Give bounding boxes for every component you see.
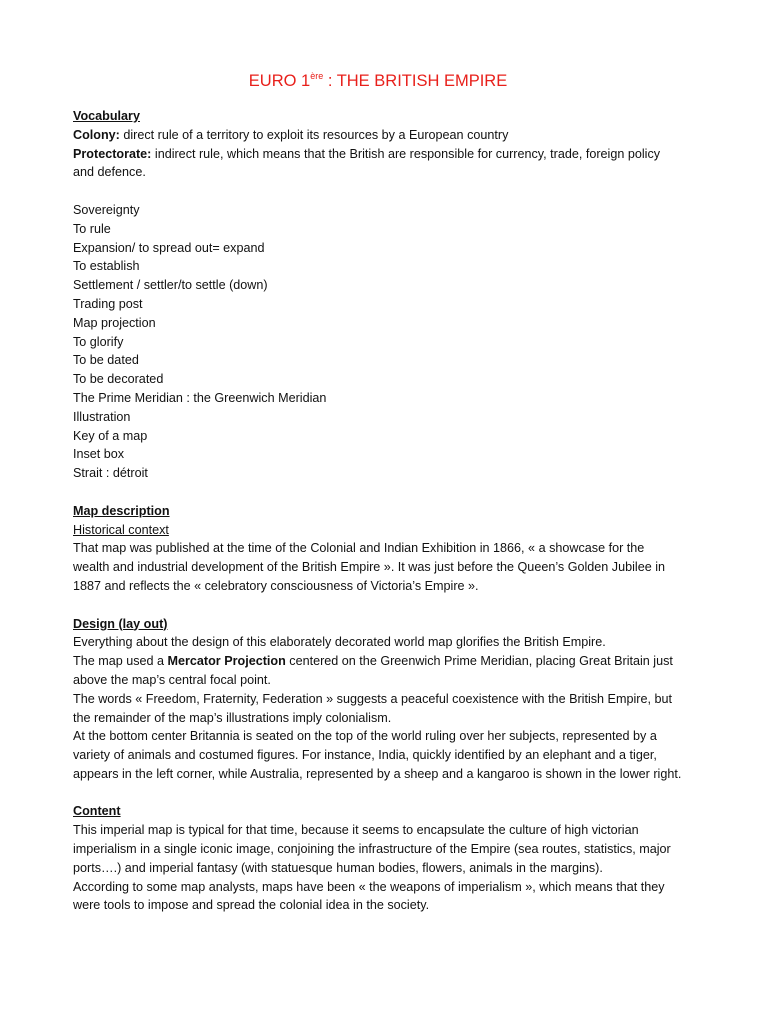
protectorate-definition	[73, 145, 683, 183]
colony-definition	[73, 126, 683, 145]
spacer	[73, 182, 683, 201]
spacer	[73, 596, 683, 615]
vocab-item: The Prime Meridian : the Greenwich Meridian	[73, 390, 327, 405]
mercator-projection-term: Mercator Projection	[167, 654, 286, 669]
content-paragraph-1: This imperial map is typical for that time, because it seems to encapsulate the culture of high victorian imperialism in a single iconic image, conjoining the infrastructure of the Empire (sea routes, statistics, major ports….) and imperial fantasy (with statuesque human bodies, flowers, animals in the margins).	[73, 823, 671, 875]
design-heading: Design (lay out)	[73, 616, 168, 631]
historical-context-heading: Historical context	[73, 522, 169, 537]
spacer	[73, 784, 683, 803]
vocab-item: To be decorated	[73, 372, 164, 387]
content-heading: Content	[73, 804, 121, 819]
design-paragraph-2	[73, 652, 683, 690]
vocab-item: Expansion/ to spread out= expand	[73, 240, 265, 255]
vocab-item: Inset box	[73, 447, 125, 462]
document-title	[73, 70, 683, 92]
spacer	[73, 483, 683, 502]
vocab-item: Settlement / settler/to settle (down)	[73, 278, 268, 293]
document-page	[73, 70, 683, 915]
content-paragraph-2: According to some map analysts, maps have been « the weapons of imperialism », which means that they were tools to impose and spread the colonial idea in the society.	[73, 879, 665, 913]
vocab-item: Strait : détroit	[73, 466, 148, 481]
title-rest: : THE BRITISH EMPIRE	[323, 72, 508, 90]
vocab-item: Illustration	[73, 409, 131, 424]
vocab-item: Sovereignty	[73, 202, 140, 217]
vocab-item: Map projection	[73, 315, 156, 330]
protectorate-term: Protectorate:	[73, 146, 152, 161]
historical-context-text: That map was published at the time of the Colonial and Indian Exhibition in 1866, « a showcase for the wealth and industrial development of the British Empire ». It was just before the Queen’s Golden Jubilee in 1887 and reflects the « celebratory consciousness of Victoria’s Empire ».	[73, 541, 666, 593]
title-superscript: ère	[310, 71, 324, 81]
vocab-item: Trading post	[73, 296, 143, 311]
vocab-item: To establish	[73, 259, 140, 274]
design-p2-before: The map used a	[73, 654, 168, 669]
protectorate-def-text: indirect rule, which means that the British are responsible for currency, trade, foreign policy and defence.	[73, 146, 661, 180]
colony-def-text: direct rule of a territory to exploit its resources by a European country	[119, 127, 509, 142]
vocab-item: To rule	[73, 221, 111, 236]
colony-term: Colony:	[73, 127, 120, 142]
design-paragraph-4: At the bottom center Britannia is seated on the top of the world ruling over her subjects, represented by a variety of animals and costumed figures. For instance, India, quickly identified by an elephant and a tiger, appears in the left corner, while Australia, represented by a sheep and a kangaroo is shown in the lower right.	[73, 729, 682, 781]
vocabulary-heading: Vocabulary	[73, 109, 140, 123]
map-description-heading: Map description	[73, 503, 170, 518]
vocabulary-list	[73, 201, 683, 483]
vocab-item: Key of a map	[73, 428, 148, 443]
design-paragraph-3: The words « Freedom, Fraternity, Federation » suggests a peaceful coexistence with the British Empire, but the remainder of the map’s illustrations imply colonialism.	[73, 691, 672, 725]
vocab-item: To be dated	[73, 353, 139, 368]
vocab-item: To glorify	[73, 334, 124, 349]
design-p2-after: centered on the Greenwich Prime Meridian, placing Great Britain just above the map’s central focal point.	[73, 654, 673, 687]
design-paragraph-1: Everything about the design of this elaborately decorated world map glorifies the British Empire.	[73, 635, 606, 650]
title-main: EURO 1	[248, 72, 311, 90]
